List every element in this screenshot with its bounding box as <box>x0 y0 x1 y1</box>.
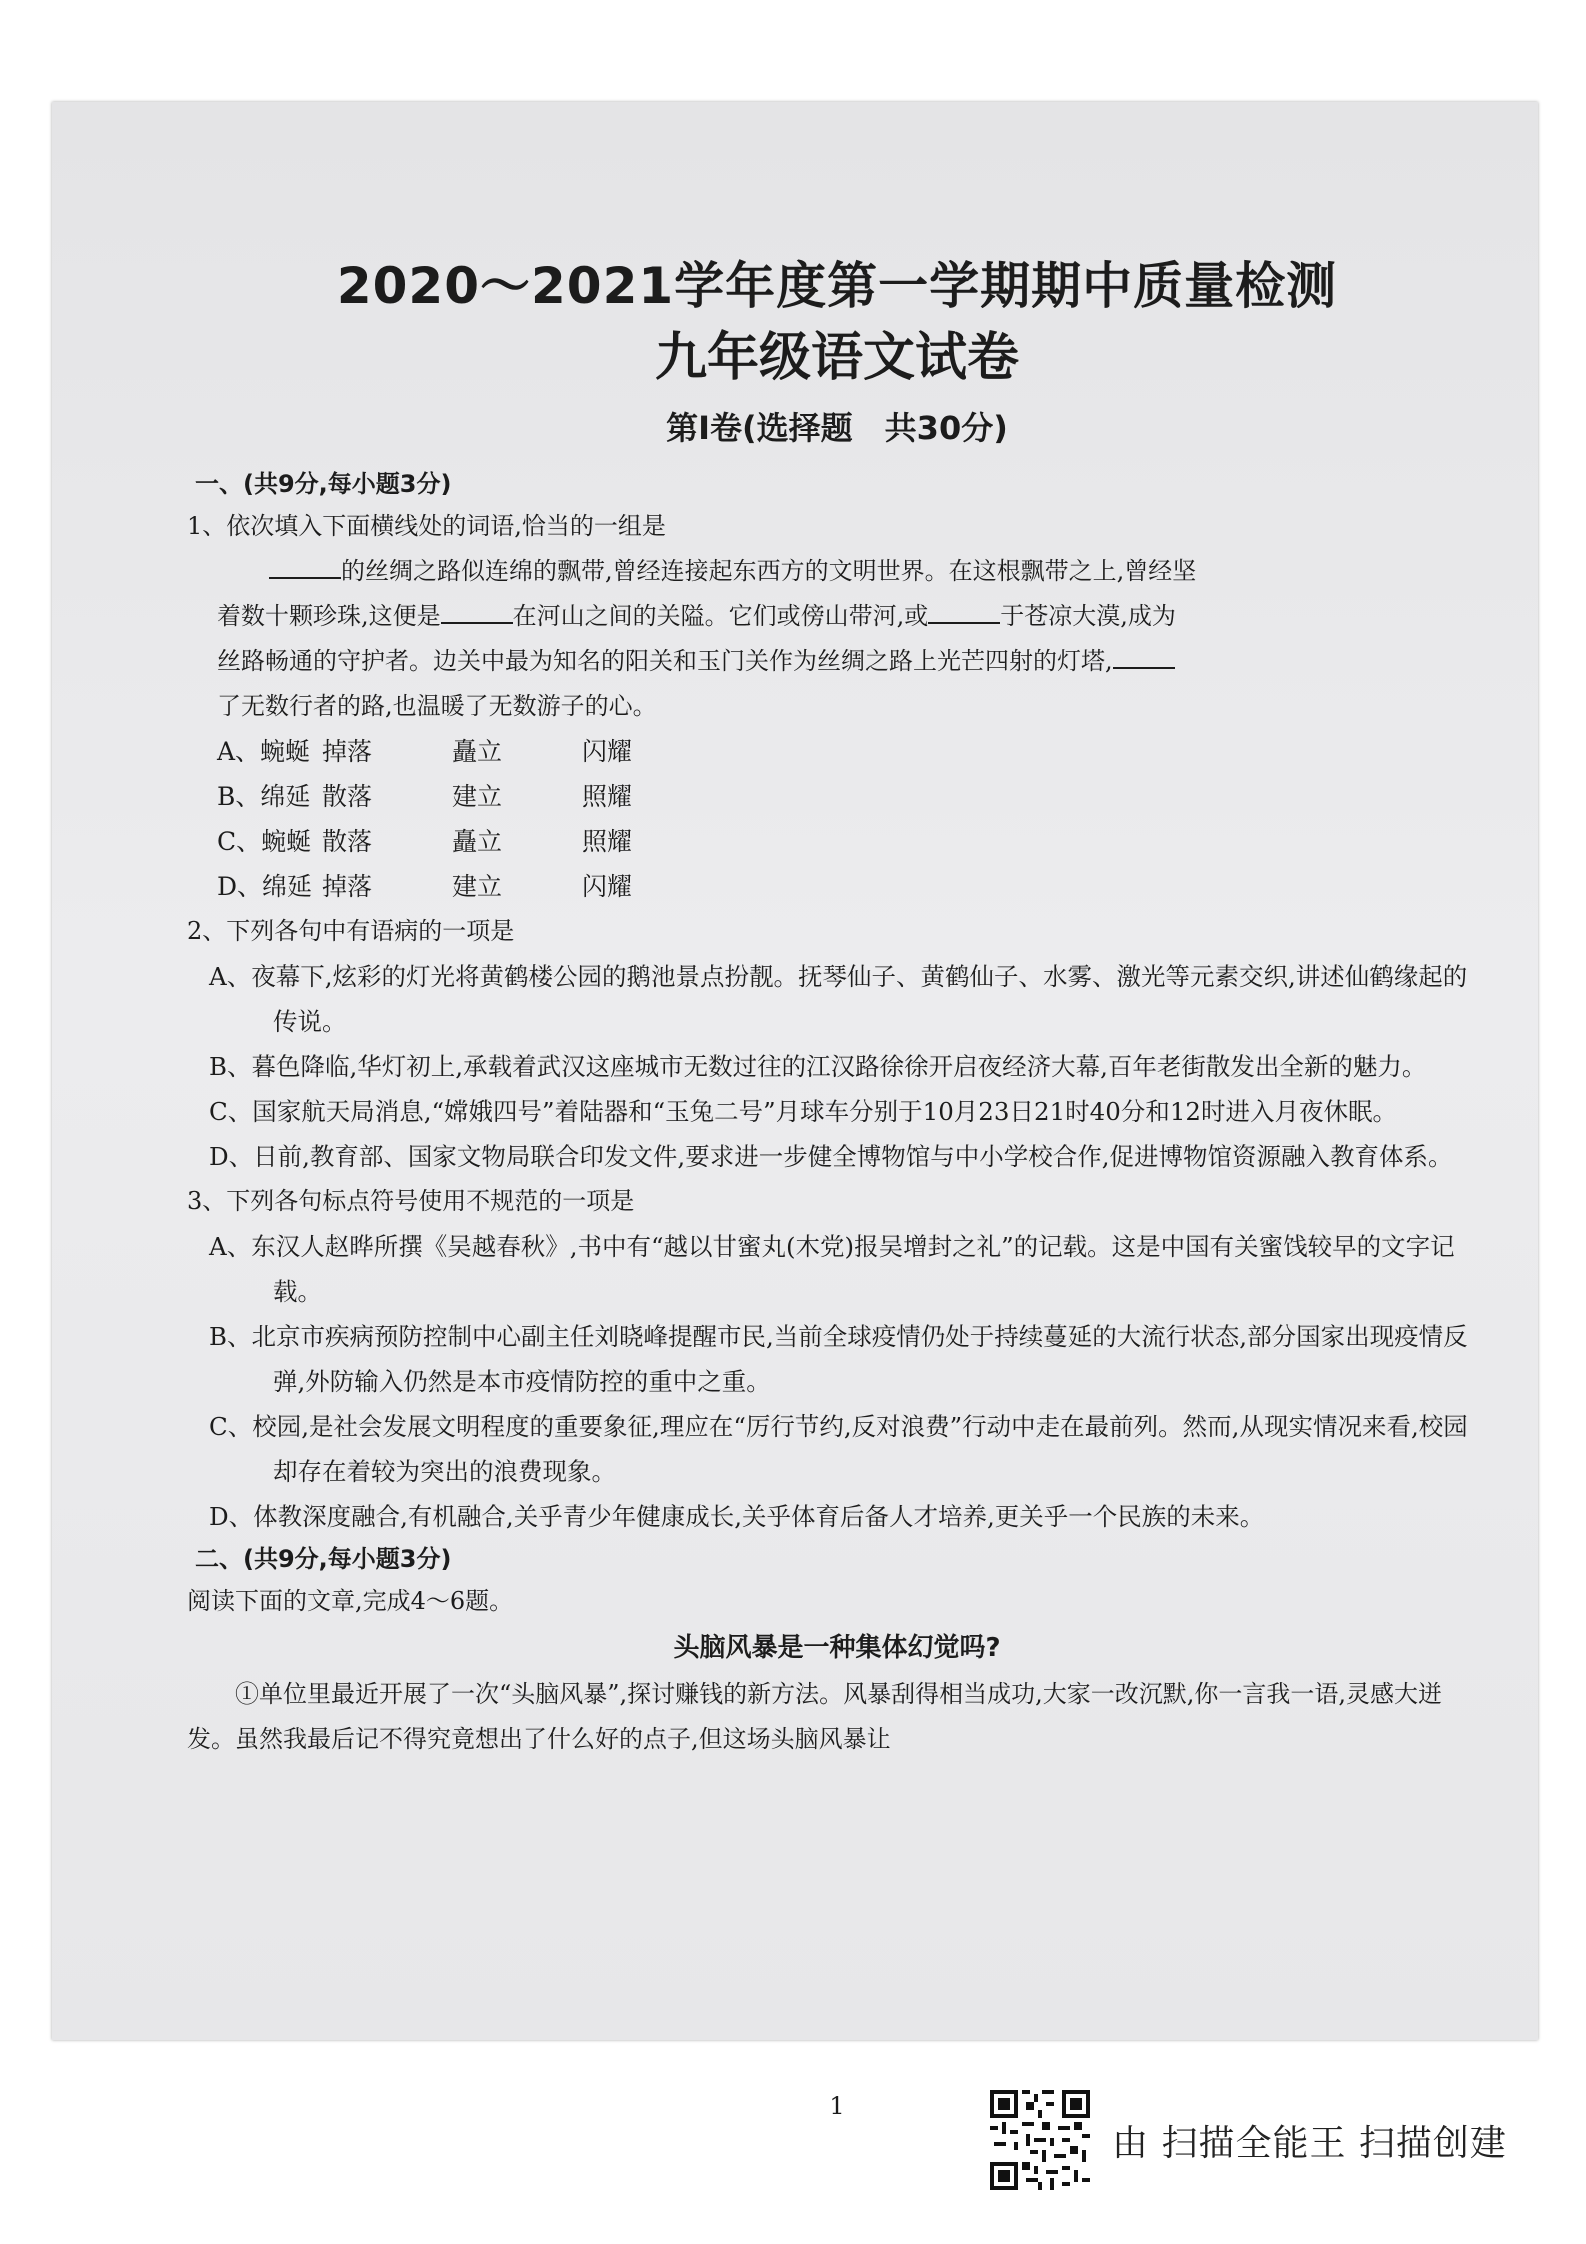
part-heading: 第Ⅰ卷(选择题 共30分) <box>666 409 1008 447</box>
q3-option-b: B、北京市疾病预防控制中心副主任刘晓峰提醒市民,当前全球疫情仍处于持续蔓延的大流行状态,部分国家出现疫情反弹,外防输入仍然是本市疫情防控的重中之重。 <box>209 1322 1468 1396</box>
fill-blank <box>441 621 513 624</box>
fill-blank <box>1113 666 1175 669</box>
q1-line-2: 着数十颗珍珠,这便是 在河山之间的关隘。它们或傍山带河,或 于苍凉大漠,成为 <box>217 602 1176 630</box>
q2-option-c: C、国家航天局消息,“嫦娥四号”着陆器和“玉兔二号”月球车分别于10月23日21时40分和12时进入月夜休眠。 <box>209 1097 1398 1126</box>
scanned-paper <box>52 102 1538 2120</box>
article-paragraph-1: ①单位里最近开展了一次“头脑风暴”,探讨赚钱的新方法。风暴刮得相当成功,大家一改沉默,你一言我一语,灵感大迸发。虽然我最后记不得究竟想出了什么好的点子,但这场头脑风暴让 <box>187 1680 1443 1753</box>
q1-line-3: 丝路畅通的守护者。边关中最为知名的阳关和玉门关作为丝绸之路上光芒四射的灯塔, <box>217 639 1487 684</box>
section1-heading: 一、(共9分,每小题3分) <box>195 470 452 498</box>
scanner-credit-text: 由 扫描全能王 扫描创建 <box>1112 2122 1507 2164</box>
fill-blank <box>928 621 1000 624</box>
q1-options <box>187 729 1487 909</box>
q2-stem: 2、下列各句中有语病的一项是 <box>187 917 515 945</box>
q3-option-c: C、校园,是社会发展文明程度的重要象征,理应在“厉行节约,反对浪费”行动中走在最前列。然而,从现实情况来看,校园却存在着较为突出的浪费现象。 <box>209 1412 1468 1486</box>
q1-line-4: 了无数行者的路,也温暖了无数游子的心。 <box>217 692 657 720</box>
fill-blank <box>269 576 341 579</box>
q2-option-a: A、夜幕下,炫彩的灯光将黄鹤楼公园的鹅池景点扮靓。抚琴仙子、黄鹤仙子、水雾、激光等元素交织,讲述仙鹤缘起的传说。 <box>209 962 1468 1036</box>
q1-option-c: C、蜿蜒 散落 矗立 照耀 <box>217 827 633 856</box>
q1-option-d: D、绵延 掉落 建立 闪耀 <box>217 872 633 901</box>
qr-code-icon <box>990 2090 1090 2190</box>
q1-option-a: A、蜿蜒 掉落 矗立 闪耀 <box>217 737 633 766</box>
exam-content <box>187 254 1487 2120</box>
article-title: 头脑风暴是一种集体幻觉吗? <box>673 1633 1001 1663</box>
q1-line-1: 的丝绸之路似连绵的飘带,曾经连接起东西方的文明世界。在这根飘带之上,曾经坚 <box>217 549 1487 594</box>
scanner-watermark <box>990 2090 1507 2190</box>
page-number: 1 <box>829 2092 845 2120</box>
q1-passage <box>187 549 1487 729</box>
exam-subtitle: 九年级语文试卷 <box>654 328 1019 388</box>
q1-option-b: B、绵延 散落 建立 照耀 <box>217 782 633 811</box>
section2-heading: 二、(共9分,每小题3分) <box>195 1545 452 1573</box>
section2-instruction: 阅读下面的文章,完成4～6题。 <box>187 1587 514 1615</box>
q3-option-d: D、体教深度融合,有机融合,关乎青少年健康成长,关乎体育后备人才培养,更关乎一个民族的未来。 <box>209 1502 1265 1531</box>
q1-stem: 1、依次填入下面横线处的词语,恰当的一组是 <box>187 512 666 540</box>
exam-title: 2020～2021学年度第一学期期中质量检测 <box>336 257 1338 315</box>
q2-option-b: B、暮色降临,华灯初上,承载着武汉这座城市无数过往的江汉路徐徐开启夜经济大幕,百年老街散发出全新的魅力。 <box>209 1052 1427 1081</box>
q3-stem: 3、下列各句标点符号使用不规范的一项是 <box>187 1187 635 1215</box>
q2-option-d: D、日前,教育部、国家文物局联合印发文件,要求进一步健全博物馆与中小学校合作,促进博物馆资源融入教育体系。 <box>209 1142 1453 1171</box>
q3-option-a: A、东汉人赵晔所撰《吴越春秋》,书中有“越以甘蜜丸(木党)报吴增封之礼”的记载。这是中国有关蜜饯较早的文字记载。 <box>209 1232 1455 1306</box>
